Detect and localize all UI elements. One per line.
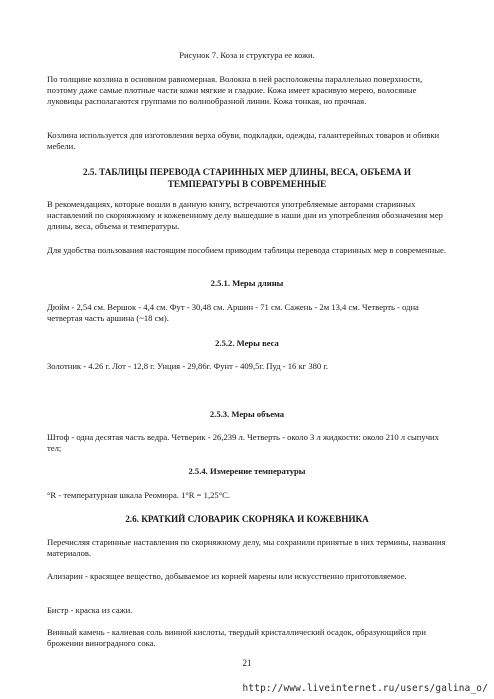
glossary-entry-alizarin: Ализарин - красящее вещество, добываемое из корней марены или искусственно приготовляемое. xyxy=(47,571,407,581)
paragraph-recommendations: В рекомендациях, которые вошли в данную книгу, встречаются употребляемые авторами старинных наставлений по скорняжному и кожевенному делу вышедшие в наши дни из употребления обозначения мер длины, веса, объема и температуры. xyxy=(47,199,443,232)
paragraph-temperature: °R - температурная шкала Реомюра. 1°R = 1,25°С. xyxy=(47,490,231,500)
paragraph-weight-measures: Золотник - 4.26 г. Лот - 12,8 г. Унция - 29,86г. Фунт - 409,5г. Пуд - 16 кг 380 г. xyxy=(47,361,329,371)
subheading-2-5-1: 2.5.1. Меры длины xyxy=(210,278,284,288)
paragraph-length-measures: Дюйм - 2,54 см. Вершок - 4,4 см. Фут - 30,48 см. Аршин - 71 см. Сажень - 2м 13,4 см. Четверть - одна четвертая часть аршина (~18 см). xyxy=(47,302,419,324)
paragraph-kozlina-structure: По толщине козлина в основном равномерная. Волокна в ней расположены параллельно поверхности, поэтому даже самые плотные части кожи мягкие и гладкие. Кожа имеет красивую мерею, волосяные луковицы располагаются группами по волнообразной линии. Кожа тонкая, но прочная. xyxy=(47,74,423,107)
subheading-2-5-3: 2.5.3. Меры объема xyxy=(209,409,285,419)
subheading-2-5-4: 2.5.4. Измерение температуры xyxy=(188,466,306,476)
glossary-entry-bistr: Бистр - краска из сажи. xyxy=(47,605,133,615)
section-heading-2-5: 2.5. ТАБЛИЦЫ ПЕРЕВОДА СТАРИННЫХ МЕР ДЛИНЫ, ВЕСА, ОБЪЕМА И ТЕМПЕРАТУРЫ В СОВРЕМЕННЫЕ xyxy=(83,167,411,189)
paragraph-volume-measures: Штоф - одна десятая часть ведра. Четверик - 26,239 л. Четверть - около 3 л жидкости: около 210 л сыпучих тел; xyxy=(47,432,439,454)
watermark-url: http://www.liveinternet.ru/users/galina_o/ xyxy=(242,683,488,694)
paragraph-terms-intro: Перечисляя старинные наставления по скорняжному делу, мы сохранили принятые в них термины, названия материалов. xyxy=(47,537,446,559)
subheading-2-5-2: 2.5.2. Меры веса xyxy=(215,338,279,348)
paragraph-kozlina-usage: Козлина используется для изготовления верха обуви, подкладки, одежды, галантерейных товаров и обивки мебели. xyxy=(47,130,440,152)
glossary-entry-winestone: Винный камень - калиевая соль винной кислоты, твердый кристаллический осадок, образующийся при брожении виноградного сока. xyxy=(47,627,426,649)
figure-caption: Рисунок 7. Коза и структура ее кожи. xyxy=(179,50,315,60)
paragraph-convenience: Для удобства пользования настоящим пособием приводим таблицы перевода старинных мер в современные. xyxy=(47,245,446,255)
page-number: 21 xyxy=(242,658,252,668)
section-heading-2-6: 2.6. КРАТКИЙ СЛОВАРИК СКОРНЯКА И КОЖЕВНИКА xyxy=(125,514,369,524)
